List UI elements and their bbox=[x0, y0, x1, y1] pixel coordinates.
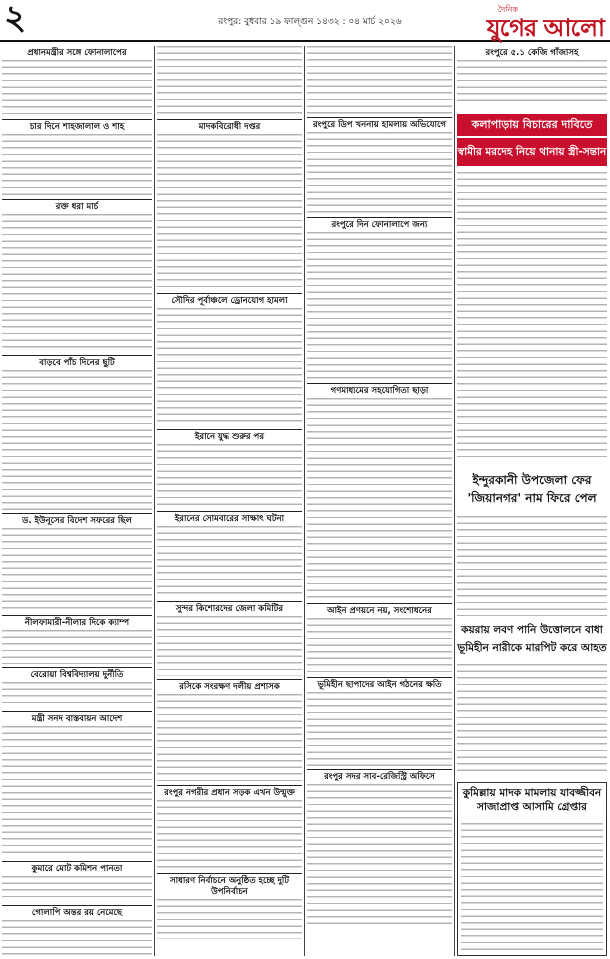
newspaper-logo bbox=[454, 2, 604, 42]
article-headline: সুন্দর কিশোরদের জেলা কমিটির bbox=[157, 601, 302, 616]
fourth-headline-line2: সাজাপ্রাপ্ত আসামি গ্রেপ্তার bbox=[477, 801, 587, 814]
article-headline: মাদকবিরোধী দপ্তর bbox=[157, 119, 302, 134]
article-headline: রসিকে সংরক্ষণ দলীয় প্রশাসক bbox=[157, 679, 302, 694]
article-body bbox=[157, 134, 302, 290]
third-headline-line2: ভূমিহীন নারীকে মারপিট করে আহত bbox=[457, 642, 607, 654]
article-body bbox=[457, 60, 607, 106]
article-body bbox=[157, 800, 302, 870]
article-body bbox=[2, 528, 152, 612]
article-headline: রংপুরে দিন ফোনালাপে জন্য bbox=[307, 217, 452, 232]
article-headline: রংপুর নগরীর প্রধান সড়ক এখন উন্মুক্ত bbox=[157, 785, 302, 800]
article-body bbox=[157, 694, 302, 782]
column-1 bbox=[2, 46, 152, 956]
column-2 bbox=[157, 46, 302, 956]
article-body bbox=[307, 784, 452, 924]
logo-small-text: দৈনিক bbox=[497, 5, 518, 14]
article-body bbox=[457, 172, 607, 462]
article-body bbox=[307, 132, 452, 214]
article-headline: মন্ত্রী সনদ বাস্তবায়ন আদেশ bbox=[2, 711, 152, 726]
article-headline: আইন প্রণয়নে নয়, সংশোধনের bbox=[307, 603, 452, 618]
article-headline: রংপুরে ডিপ খননায় হামলায় অভিযোগে bbox=[307, 117, 452, 132]
article-body bbox=[307, 232, 452, 380]
article-headline: বেরোয়া বিশ্ববিদ্যালয় দুর্নীতি bbox=[2, 667, 152, 682]
article-headline: বাড়বে পাঁচ দিনের ছুটি bbox=[2, 355, 152, 370]
column-3 bbox=[307, 46, 452, 956]
logo-main-text: যুগের আলো bbox=[486, 14, 604, 42]
article-body bbox=[157, 46, 302, 116]
article-headline: ইরানে যুদ্ধ শুরুর পর bbox=[157, 429, 302, 444]
article-body bbox=[2, 876, 152, 902]
column-rule bbox=[154, 46, 155, 956]
masthead bbox=[0, 0, 610, 42]
article-body bbox=[457, 664, 607, 774]
article-headline: কুমারে মোট কমিশন পানতা bbox=[2, 861, 152, 876]
lead-kicker: কলাপাড়ায় বিচারের দাবিতে bbox=[457, 114, 607, 136]
second-headline-line2: 'জিয়ানগর' নাম ফিরে পেল bbox=[467, 491, 597, 505]
article-body bbox=[2, 920, 152, 956]
article-body bbox=[157, 444, 302, 508]
article-headline: রংপুর সদর সাব-রেজিস্ট্রি অফিসে bbox=[307, 769, 452, 784]
article-body bbox=[157, 526, 302, 598]
article-body bbox=[2, 134, 152, 196]
article-body bbox=[307, 398, 452, 600]
article-body bbox=[307, 692, 452, 766]
article-body bbox=[2, 630, 152, 664]
column-4 bbox=[457, 46, 607, 956]
article-headline: সাধারণ নির্বাচনে অনুষ্ঠিত হচ্ছে দুটি উপনির্বাচন bbox=[157, 873, 302, 899]
article-body bbox=[2, 726, 152, 858]
article-body bbox=[157, 899, 302, 939]
article-body bbox=[157, 616, 302, 676]
article-headline: ইরানের সোমবারের সাক্ষাৎ ঘটনা bbox=[157, 511, 302, 526]
article-body bbox=[157, 308, 302, 426]
article-body bbox=[2, 60, 152, 116]
third-headline-line1: কয়রায় লবণ পানি উত্তোলনে বাধা bbox=[461, 624, 603, 636]
article-body bbox=[2, 682, 152, 708]
article-body bbox=[2, 370, 152, 510]
article-headline: সৌদির পূর্বাঞ্চলে ড্রোনযোগ হামলা bbox=[157, 293, 302, 308]
second-headline-line1: ইন্দুরকানী উপজেলা ফের bbox=[472, 473, 592, 487]
article-headline: রংপুরে ৫.১ কেজি গাঁজাসহ bbox=[485, 48, 579, 58]
article-headline: প্রধানমন্ত্রীর সঙ্গে ফোনালাপের bbox=[27, 48, 127, 58]
column-rule bbox=[454, 46, 455, 956]
dateline: রংপুর: বুধবার ১৯ ফাল্গুন ১৪৩২ : ০৪ মার্চ ২০২৬ bbox=[218, 17, 402, 27]
article-body bbox=[307, 46, 452, 114]
article-headline: চার দিনে শাহজালাল ও শাহ bbox=[2, 119, 152, 134]
article-body bbox=[307, 618, 452, 674]
article-headline: ভূমিহীন ছাপাদের আইন গঠনের ক্ষতি bbox=[307, 677, 452, 692]
article-body bbox=[2, 214, 152, 352]
article-headline: ড. ইউনূসের বিদেশ সফরের ছিল bbox=[2, 513, 152, 528]
lead-headline: স্বামীর মরদেহ নিয়ে থানায় স্ত্রী-সন্তান bbox=[457, 138, 607, 166]
article-headline: নীলফামারী-নীলার দিকে ক্যাম্প bbox=[2, 615, 152, 630]
article-headline: রক্ত ধরা মার্চ bbox=[2, 199, 152, 214]
article-headline: গণমাধ্যমের সহযোগিতা ছাড়া bbox=[307, 383, 452, 398]
fourth-headline-line1: কুমিল্লায় মাদক মামলায় যাবজ্জীবন bbox=[462, 787, 602, 799]
article-body bbox=[461, 823, 603, 951]
column-rule bbox=[304, 46, 305, 956]
article-headline: গোলাপি অন্তর রয় নেমেছে bbox=[2, 905, 152, 920]
article-body bbox=[457, 516, 607, 616]
page-number: ২ bbox=[4, 0, 27, 38]
boxed-article bbox=[457, 782, 607, 956]
